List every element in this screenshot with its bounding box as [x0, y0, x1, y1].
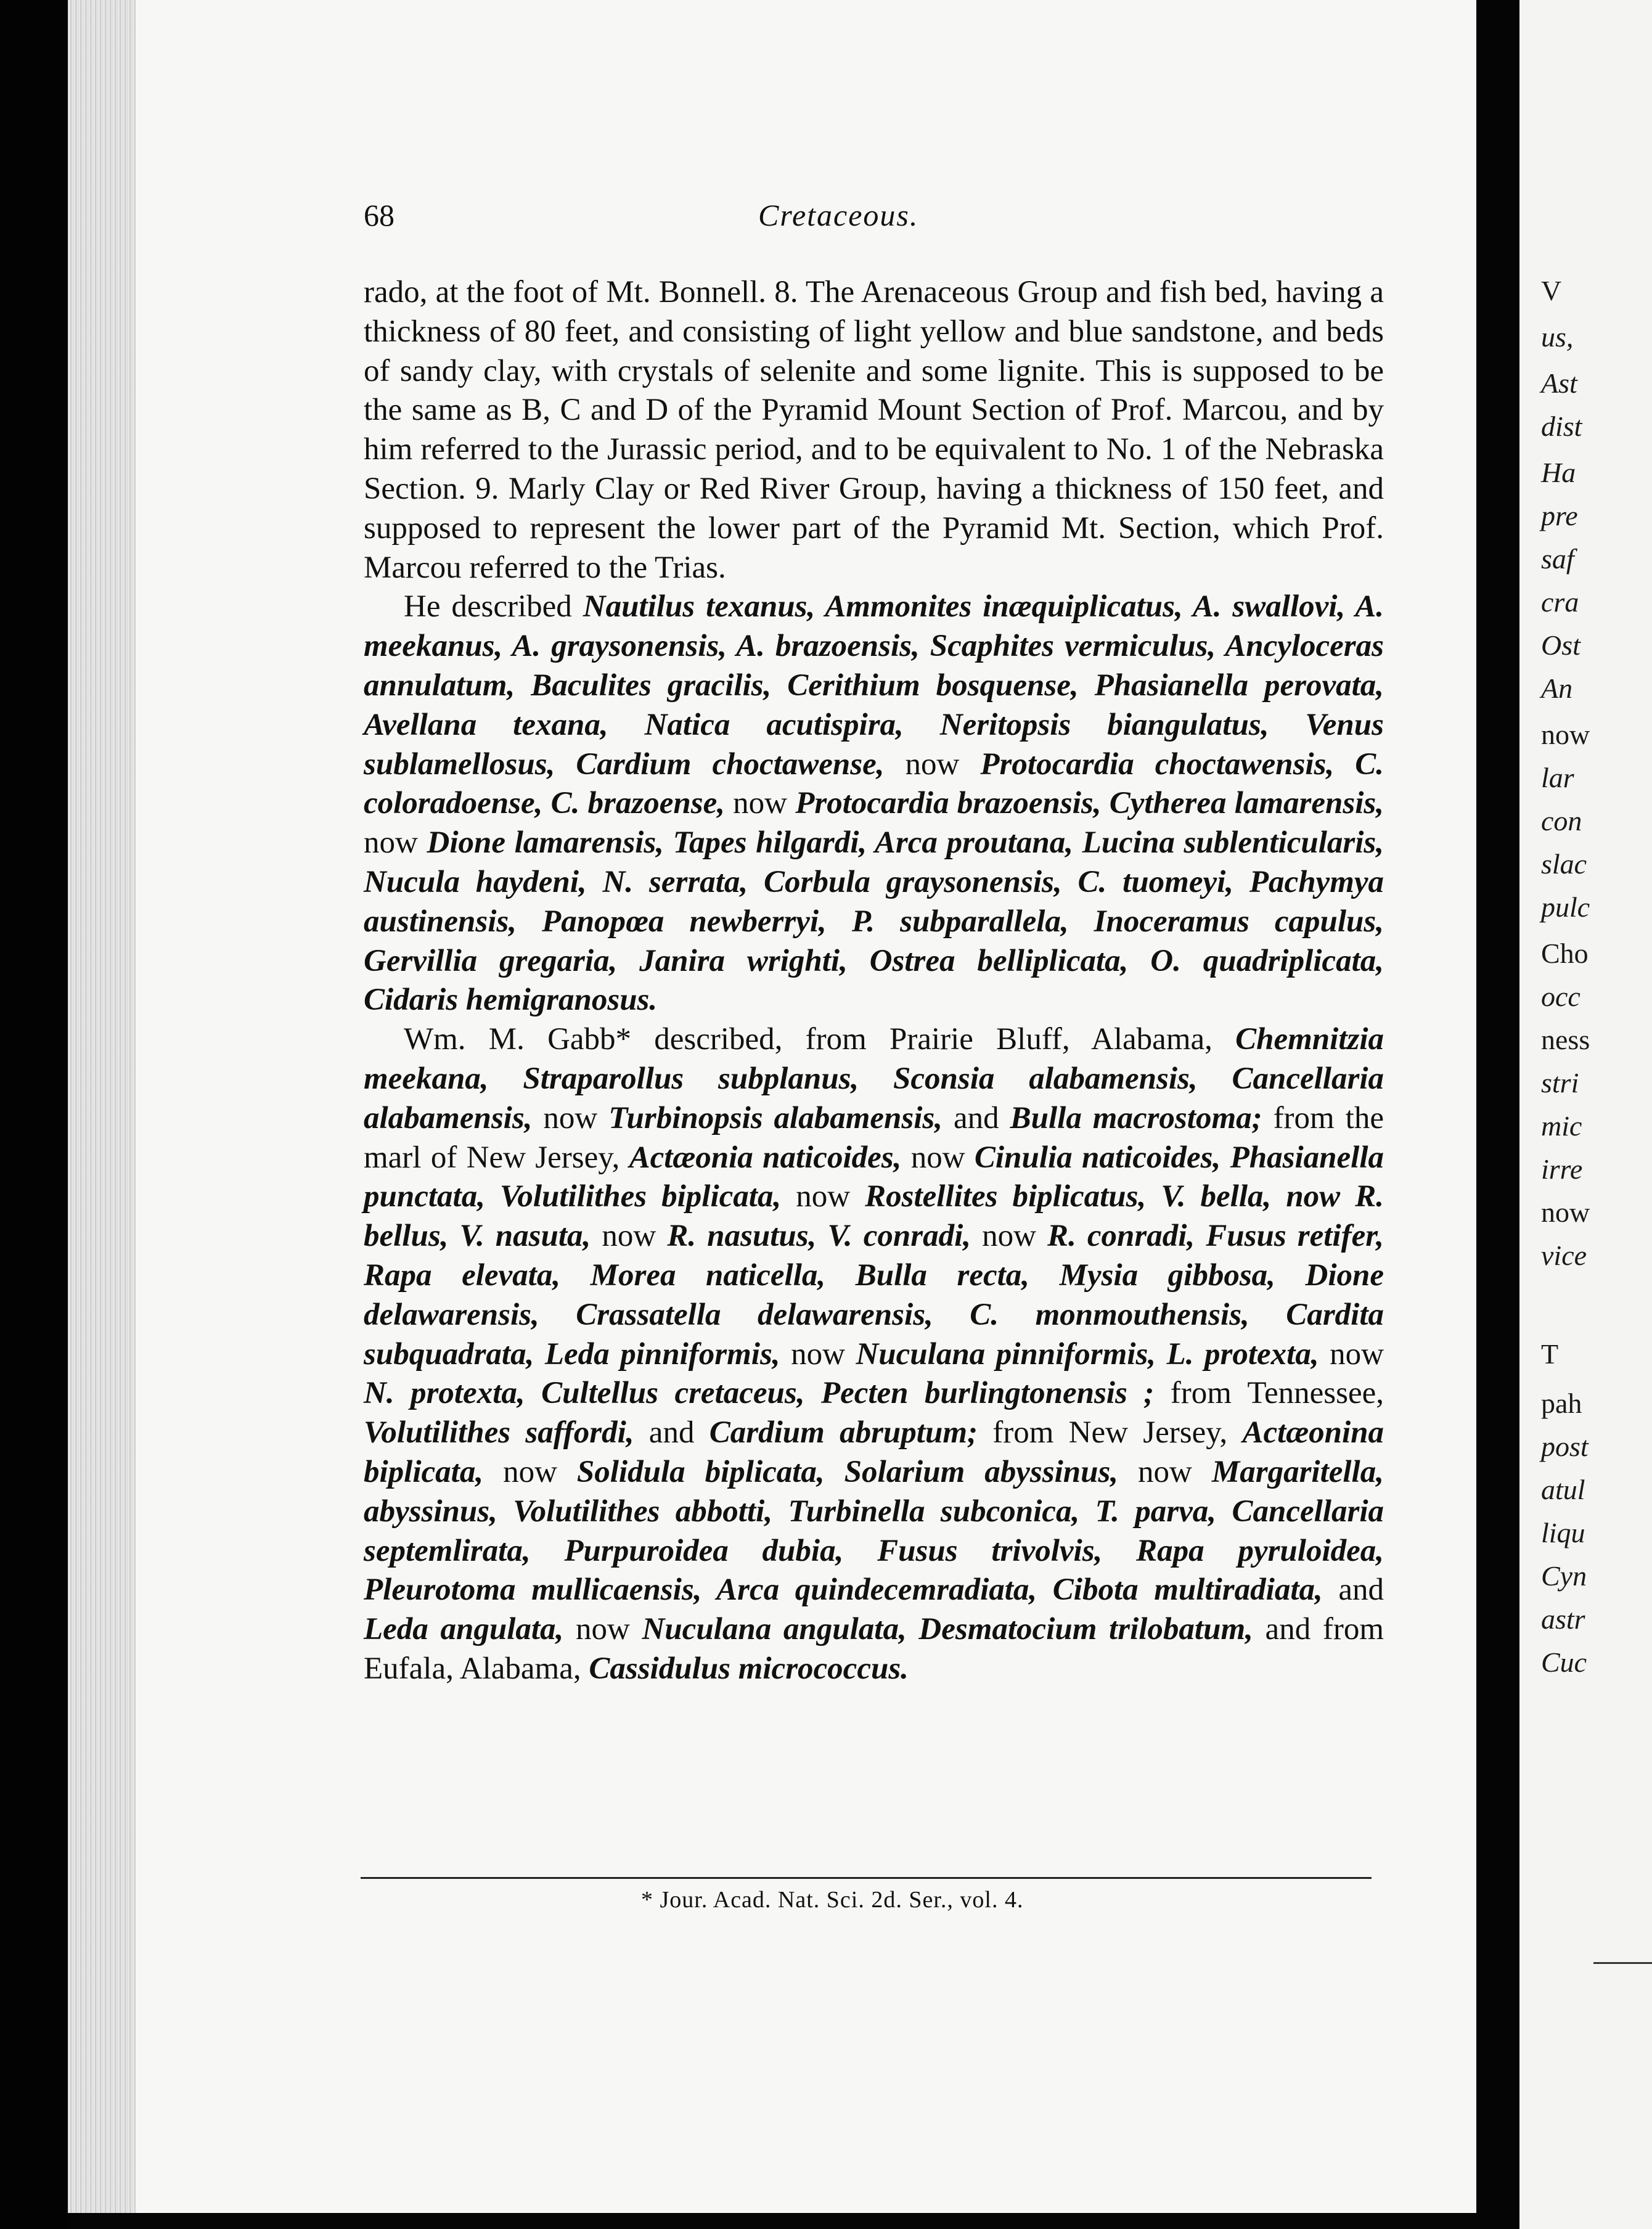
species-names: N. protexta, Cultellus cretaceus, Pecten burlingtonensis ; [364, 1376, 1155, 1411]
text-run: now [901, 1140, 975, 1175]
next-page-fragment: pulc [1541, 891, 1590, 923]
next-page-fragment: con [1541, 805, 1582, 836]
next-page-fragment: now [1541, 719, 1590, 750]
species-names: R. nasutus, V. conradi, [667, 1219, 971, 1254]
species-names: Cinulia naticoides, Phasianella punctata, Volutilithes biplicata, [364, 1140, 1384, 1214]
species-names: Cardium abruptum; [709, 1415, 978, 1450]
next-page-fragment: Cyn [1541, 1560, 1587, 1592]
text-run: now [483, 1454, 577, 1489]
species-names: Volutilithes saffordi, [364, 1415, 634, 1450]
next-page-fragment: Cho [1541, 938, 1589, 969]
species-names: Solidula biplicata, Solarium abyssinus, [576, 1454, 1119, 1489]
next-page-fragment: dist [1541, 411, 1582, 442]
text-run: and from Eufala, Alabama, [364, 1612, 1384, 1686]
scan-left-border [0, 0, 68, 2229]
paragraph-3 [364, 1020, 1384, 1689]
species-names: Dione lamarensis, Tapes hilgardi, Arca proutana, Lucina sublenticularis, Nucula haydeni, N. serrata, Corbula graysonensis, C. tuomeyi, Pachymya austinensis, Panopœa newberryi, P. subparallela, Inoceramus capulus, Gervillia gregaria, Janira wrighti, Ostrea belliplicata, O. quadriplicata, Cidaris hemigranosus. [364, 825, 1384, 1018]
next-page-fragment: liqu [1541, 1517, 1585, 1548]
next-page-fragment: irre [1541, 1153, 1583, 1185]
species-names: Cassidulus micrococcus. [589, 1651, 909, 1686]
next-page-fragment: saf [1541, 543, 1574, 575]
page-number: 68 [364, 198, 395, 232]
next-page-fragment: slac [1541, 848, 1587, 880]
species-names: Nuculana pinniformis, L. protexta, [856, 1336, 1319, 1372]
text-run: rado, at the foot of Mt. Bonnell. 8. The Arenaceous Group and fish bed, having a thickness of 80 feet, and consisting of light yellow and blue sandstone, and beds of sandy clay, with crystals of selenite and some lignite. This is supposed to be the same as B, C and D of the Pyramid Mount Section of Prof. Marcou, and by him referred to the Jurassic period, and to be equivalent to No. 1 of the Nebraska Section. 9. Marly Clay or Red River Group, having a thickness of 150 feet, and supposed to represent the lower part of the Pyramid Mt. Section, which Prof. Marcou referred to the Trias. [364, 275, 1384, 585]
text-run: now [532, 1100, 609, 1135]
next-page-fragment: atul [1541, 1474, 1585, 1505]
text-run: from Tennessee, [1154, 1376, 1384, 1411]
text-run: now [563, 1612, 642, 1647]
text-run: now [364, 825, 427, 861]
species-names: Nautilus texanus, Ammonites inæquiplicatus, A. swallovi, A. meekanus, A. graysonensis, A. brazoensis, Scaphites vermiculus, Ancyloceras annulatum, Baculites gracilis, Cerithium bosquense, Phasianella perovata, Avellana texana, Natica acutispira, Neritopsis biangulatus, Venus sublamellosus, Cardium choctawense, [364, 589, 1384, 782]
text-run: now [780, 1336, 856, 1372]
text-run: now [1319, 1336, 1384, 1372]
next-page-fragment: astr [1541, 1603, 1585, 1635]
species-names: Nuculana angulata, Desmatocium trilobatum, [642, 1612, 1253, 1647]
next-page-fragment: occ [1541, 981, 1580, 1012]
next-page-fragment: lar [1541, 762, 1574, 793]
species-names: Leda angulata, [364, 1612, 564, 1647]
text-run: He described [404, 589, 583, 624]
footnote-rule [361, 1877, 1372, 1879]
species-names: Actæonina biplicata, [364, 1415, 1384, 1489]
running-head: Cretaceous. [758, 198, 919, 232]
species-names: Chemnitzia meekana, Straparollus subplanus, Sconsia alabamensis, Cancellaria alabamensis, [364, 1022, 1384, 1135]
next-page-fragment: vice [1541, 1240, 1587, 1271]
next-page-fragment: Ost [1541, 629, 1580, 661]
next-page-fragment: us, [1541, 321, 1574, 353]
text-run: now [884, 746, 981, 782]
species-names: Rostellites biplicatus, V. bella, now R. bellus, V. nasuta, [364, 1179, 1384, 1254]
next-page-fragment: Cuc [1541, 1646, 1587, 1678]
next-page-fragment: mic [1541, 1110, 1582, 1142]
text-run: now [591, 1219, 668, 1254]
paragraph-1 [364, 273, 1384, 587]
next-page-fragment: stri [1541, 1067, 1579, 1098]
next-page-fragment: cra [1541, 586, 1579, 618]
scan-mark [1598, 0, 1600, 14]
text-run: Wm. M. Gabb* described, from Prairie Bluff, Alabama, [404, 1022, 1236, 1057]
page-edge-shadow [68, 0, 136, 2213]
species-names: Bulla macrostoma; [1010, 1100, 1262, 1135]
next-page-fragment: T [1541, 1338, 1559, 1370]
next-page-fragment: ness [1541, 1024, 1590, 1055]
text-run: and [1322, 1573, 1384, 1608]
next-page-fragment: V [1541, 275, 1562, 306]
text-run: now [1118, 1454, 1212, 1489]
text-run: from the marl of New Jersey, [364, 1100, 1384, 1175]
text-run: now [781, 1179, 865, 1214]
next-page-fragment: pre [1541, 500, 1578, 531]
next-page-fragment: now [1541, 1196, 1590, 1228]
text-run: and [943, 1100, 1010, 1135]
next-page-fragment: An [1541, 673, 1573, 704]
text-run: from New Jersey, [977, 1415, 1243, 1450]
text-run: now [971, 1219, 1048, 1254]
species-names: Protocardia brazoensis, Cytherea lamarensis, [795, 786, 1384, 821]
species-names: Turbinopsis alabamensis, [608, 1100, 943, 1135]
species-names: Protocardia choctawensis, C. coloradoense, C. brazoense, [364, 746, 1384, 821]
next-page-fragment: Ha [1541, 457, 1576, 488]
gutter [1476, 0, 1519, 2229]
footnote: * Jour. Acad. Nat. Sci. 2d. Ser., vol. 4. [641, 1887, 1024, 1913]
species-names: Margaritella, abyssinus, Volutilithes abbotti, Turbinella subconica, T. parva, Cancellaria septemlirata, Purpuroidea dubia, Fusus trivolvis, Rapa pyruloidea, Pleurotoma mullicaensis, Arca quindecemradiata, Cibota multiradiata, [364, 1454, 1384, 1608]
text-run: now [724, 786, 796, 821]
next-page-rule [1593, 1962, 1652, 1964]
species-names: Actæonia naticoides, [629, 1140, 902, 1175]
text-run: and [634, 1415, 709, 1450]
species-names: R. conradi, Fusus retifer, Rapa elevata, Morea naticella, Bulla recta, Mysia gibbosa, Dione delawarensis, Crassatella delawarensis, C. monmouthensis, Cardita subquadrata, Leda pinniformis, [364, 1219, 1384, 1372]
next-page-edge [1519, 0, 1652, 2229]
next-page-fragment: Ast [1541, 367, 1577, 399]
next-page-fragment: post [1541, 1431, 1589, 1462]
next-page-fragment: pah [1541, 1388, 1582, 1419]
body-text [364, 273, 1384, 1689]
paragraph-2 [364, 587, 1384, 1020]
